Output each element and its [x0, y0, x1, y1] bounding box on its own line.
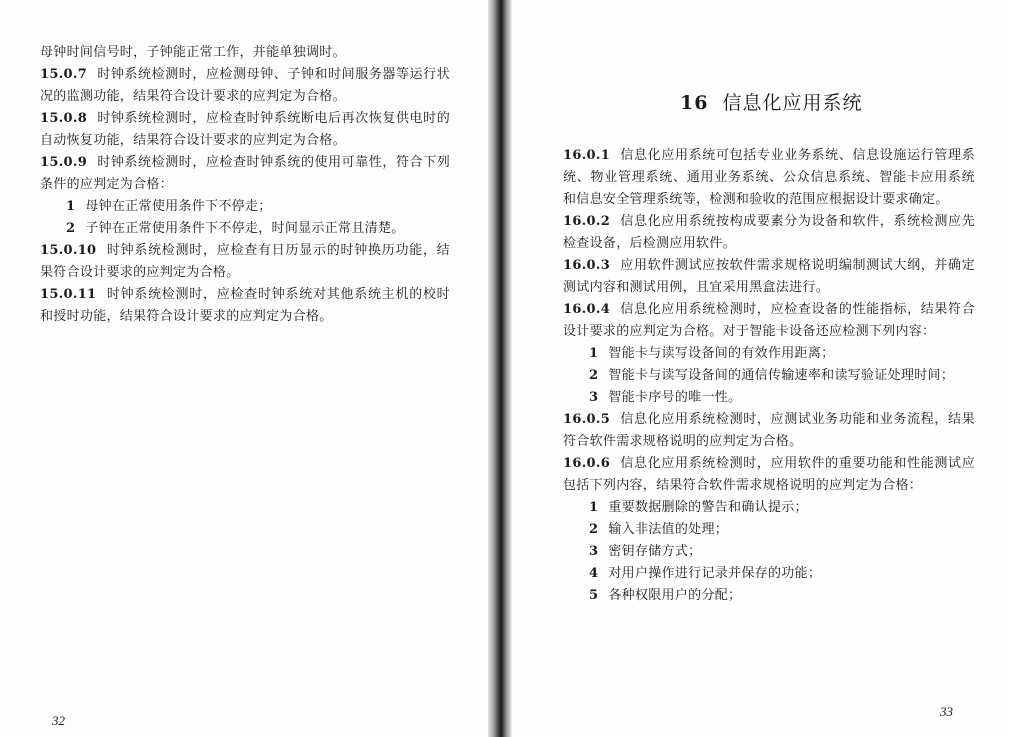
clause-number: 15.0.10 [40, 243, 97, 258]
clause-text: 时钟系统检测时，应检查有日历显示的时钟换历功能，结果符合设计要求的应判定为合格。 [40, 243, 450, 280]
page-number-left: 32 [52, 713, 65, 728]
clause-16-0-2 [563, 211, 975, 255]
clause-number: 16.0.6 [563, 456, 611, 471]
clause-number: 15.0.8 [40, 111, 88, 126]
page-number-right: 33 [940, 704, 953, 719]
clause-text: 时钟系统检测时，应检查时钟系统对其他系统主机的校时和授时功能，结果符合设计要求的应判定为合格。 [40, 287, 450, 324]
clause-number: 16.0.4 [563, 302, 611, 317]
clause-15-0-10 [40, 240, 450, 284]
clause-text: 时钟系统检测时，应检测母钟、子钟和时间服务器等运行状况的监测功能，结果符合设计要求的应判定为合格。 [40, 67, 450, 104]
clause-number: 15.0.7 [40, 67, 88, 82]
list-item: 2 输入非法值的处理； [589, 522, 729, 537]
clause-15-0-7 [40, 64, 450, 108]
list-item: 4 对用户操作进行记录并保存的功能； [589, 566, 822, 581]
clause-text: 时钟系统检测时，应检查时钟系统的使用可靠性，符合下列条件的应判定为合格： [40, 155, 450, 192]
clause-16-0-1 [563, 145, 975, 211]
clause-15-0-11 [40, 284, 450, 328]
chapter-number: 16 [680, 92, 709, 114]
clause-16-0-3 [563, 255, 975, 299]
chapter-title: 信息化应用系统 [722, 92, 863, 114]
list-item: 1 智能卡与读写设备间的有效作用距离； [589, 346, 835, 361]
book-gutter [488, 0, 512, 737]
paragraph-continued: 母钟时间信号时，子钟能正常工作，并能单独调时。 [40, 45, 346, 60]
clause-number: 16.0.2 [563, 214, 611, 229]
clause-16-0-6 [563, 453, 975, 497]
clause-text: 信息化应用系统按构成要素分为设备和软件，系统检测应先检查设备，后检测应用软件。 [563, 214, 975, 251]
list-item: 1 母钟在正常使用条件下不停走； [66, 199, 272, 214]
clause-text: 信息化应用系统检测时，应测试业务功能和业务流程，结果符合软件需求规格说明的应判定为合格。 [563, 412, 975, 449]
clause-number: 16.0.1 [563, 148, 611, 163]
clause-16-0-4 [563, 299, 975, 343]
list-item: 5 各种权限用户的分配； [589, 588, 742, 603]
clause-number: 16.0.3 [563, 258, 611, 273]
clause-number: 15.0.11 [40, 287, 97, 302]
list-item: 3 密钥存储方式； [589, 544, 702, 559]
clause-text: 应用软件测试应按软件需求规格说明编制测试大纲，并确定测试内容和测试用例，且宜采用黑盒法进行。 [563, 258, 975, 295]
right-page-text [563, 145, 975, 607]
clause-text: 信息化应用系统检测时，应用软件的重要功能和性能测试应包括下列内容，结果符合软件需求规格说明的应判定为合格： [563, 456, 975, 493]
list-item: 2 子钟在正常使用条件下不停走，时间显示正常且清楚。 [66, 221, 405, 236]
clause-15-0-9 [40, 152, 450, 196]
clause-number: 15.0.9 [40, 155, 88, 170]
list-item: 1 重要数据删除的警告和确认提示； [589, 500, 808, 515]
clause-16-0-5 [563, 409, 975, 453]
list-item: 3 智能卡序号的唯一性。 [589, 390, 742, 405]
clause-number: 16.0.5 [563, 412, 611, 427]
left-page-text [40, 42, 450, 328]
clause-text: 信息化应用系统检测时，应检查设备的性能指标，结果符合设计要求的应判定为合格。对于智能卡设备还应检测下列内容： [563, 302, 975, 339]
clause-text: 信息化应用系统可包括专业业务系统、信息设施运行管理系统、物业管理系统、通用业务系统、公众信息系统、智能卡应用系统和信息安全管理系统等，检测和验收的范围应根据设计要求确定。 [563, 148, 975, 207]
clause-text: 时钟系统检测时，应检查时钟系统断电后再次恢复供电时的自动恢复功能，结果符合设计要求的应判定为合格。 [40, 111, 450, 148]
list-item: 2 智能卡与读写设备间的通信传输速率和读写验证处理时间； [589, 368, 955, 383]
clause-15-0-8 [40, 108, 450, 152]
chapter-heading [680, 88, 862, 115]
